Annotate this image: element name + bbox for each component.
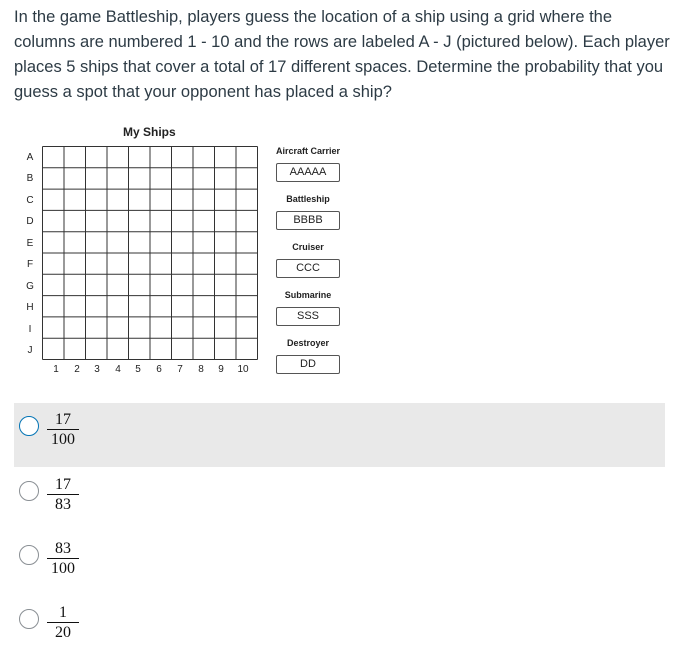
answer-option-1[interactable] — [14, 403, 665, 467]
fraction-numerator: 1 — [59, 604, 67, 621]
col-label-5: 5 — [135, 364, 141, 375]
ship-name-destroyer: Destroyer — [286, 338, 330, 348]
answer-fraction — [47, 411, 79, 448]
fraction-bar — [47, 429, 79, 430]
fraction-bar — [47, 622, 79, 623]
fraction-numerator: 83 — [55, 540, 71, 557]
radio-button[interactable] — [19, 545, 39, 565]
col-label-10: 10 — [237, 364, 249, 375]
col-label-9: 9 — [218, 364, 224, 375]
row-label-e: E — [26, 238, 34, 249]
row-label-a: A — [26, 152, 34, 163]
answer-fraction — [47, 540, 79, 577]
radio-button[interactable] — [19, 416, 39, 436]
fraction-denominator: 100 — [51, 431, 75, 448]
col-label-6: 6 — [156, 364, 162, 375]
ship-name-submarine: Submarine — [284, 290, 332, 300]
row-label-f: F — [26, 259, 34, 270]
row-label-g: G — [26, 281, 34, 292]
row-label-d: D — [26, 216, 34, 227]
fraction-numerator: 17 — [55, 411, 71, 428]
col-label-1: 1 — [53, 364, 59, 375]
answer-option-3[interactable] — [14, 532, 665, 596]
col-label-2: 2 — [74, 364, 80, 375]
row-label-i: I — [28, 324, 32, 335]
ship-name-battleship: Battleship — [286, 194, 330, 204]
ship-code-aircraft-carrier: AAAAA — [276, 163, 340, 182]
radio-button[interactable] — [19, 609, 39, 629]
fraction-bar — [47, 558, 79, 559]
battleship-figure — [0, 120, 360, 380]
ship-grid — [42, 146, 258, 360]
answer-option-4[interactable] — [14, 596, 665, 660]
fraction-denominator: 20 — [55, 624, 71, 641]
col-label-7: 7 — [177, 364, 183, 375]
answer-fraction — [47, 476, 79, 513]
row-label-b: B — [26, 173, 34, 184]
ship-code-destroyer: DD — [276, 355, 340, 374]
fraction-bar — [47, 494, 79, 495]
radio-button[interactable] — [19, 481, 39, 501]
col-label-8: 8 — [198, 364, 204, 375]
ship-name-cruiser: Cruiser — [292, 242, 324, 252]
ship-code-cruiser: CCC — [276, 259, 340, 278]
ship-name-aircraft-carrier: Aircraft Carrier — [275, 146, 341, 156]
answer-option-2[interactable] — [14, 468, 665, 532]
fraction-denominator: 100 — [51, 560, 75, 577]
ship-code-battleship: BBBB — [276, 211, 340, 230]
col-label-4: 4 — [115, 364, 121, 375]
fraction-numerator: 17 — [55, 476, 71, 493]
row-label-c: C — [26, 195, 34, 206]
row-label-j: J — [27, 345, 33, 356]
ship-code-submarine: SSS — [276, 307, 340, 326]
ship-grid-lines — [42, 146, 258, 360]
col-label-3: 3 — [94, 364, 100, 375]
question-text: In the game Battleship, players guess the location of a ship using a grid where the columns are numbered 1 - 10 and the rows are labeled A - J (pictured below). Each player places 5 ships that cover a total of 17 different spaces. Determine the probability that you guess a spot that your opponent has placed a ship? — [14, 8, 670, 101]
figure-title: My Ships — [123, 125, 176, 139]
answer-fraction — [47, 604, 79, 641]
row-label-h: H — [26, 302, 34, 313]
fraction-denominator: 83 — [55, 496, 71, 513]
